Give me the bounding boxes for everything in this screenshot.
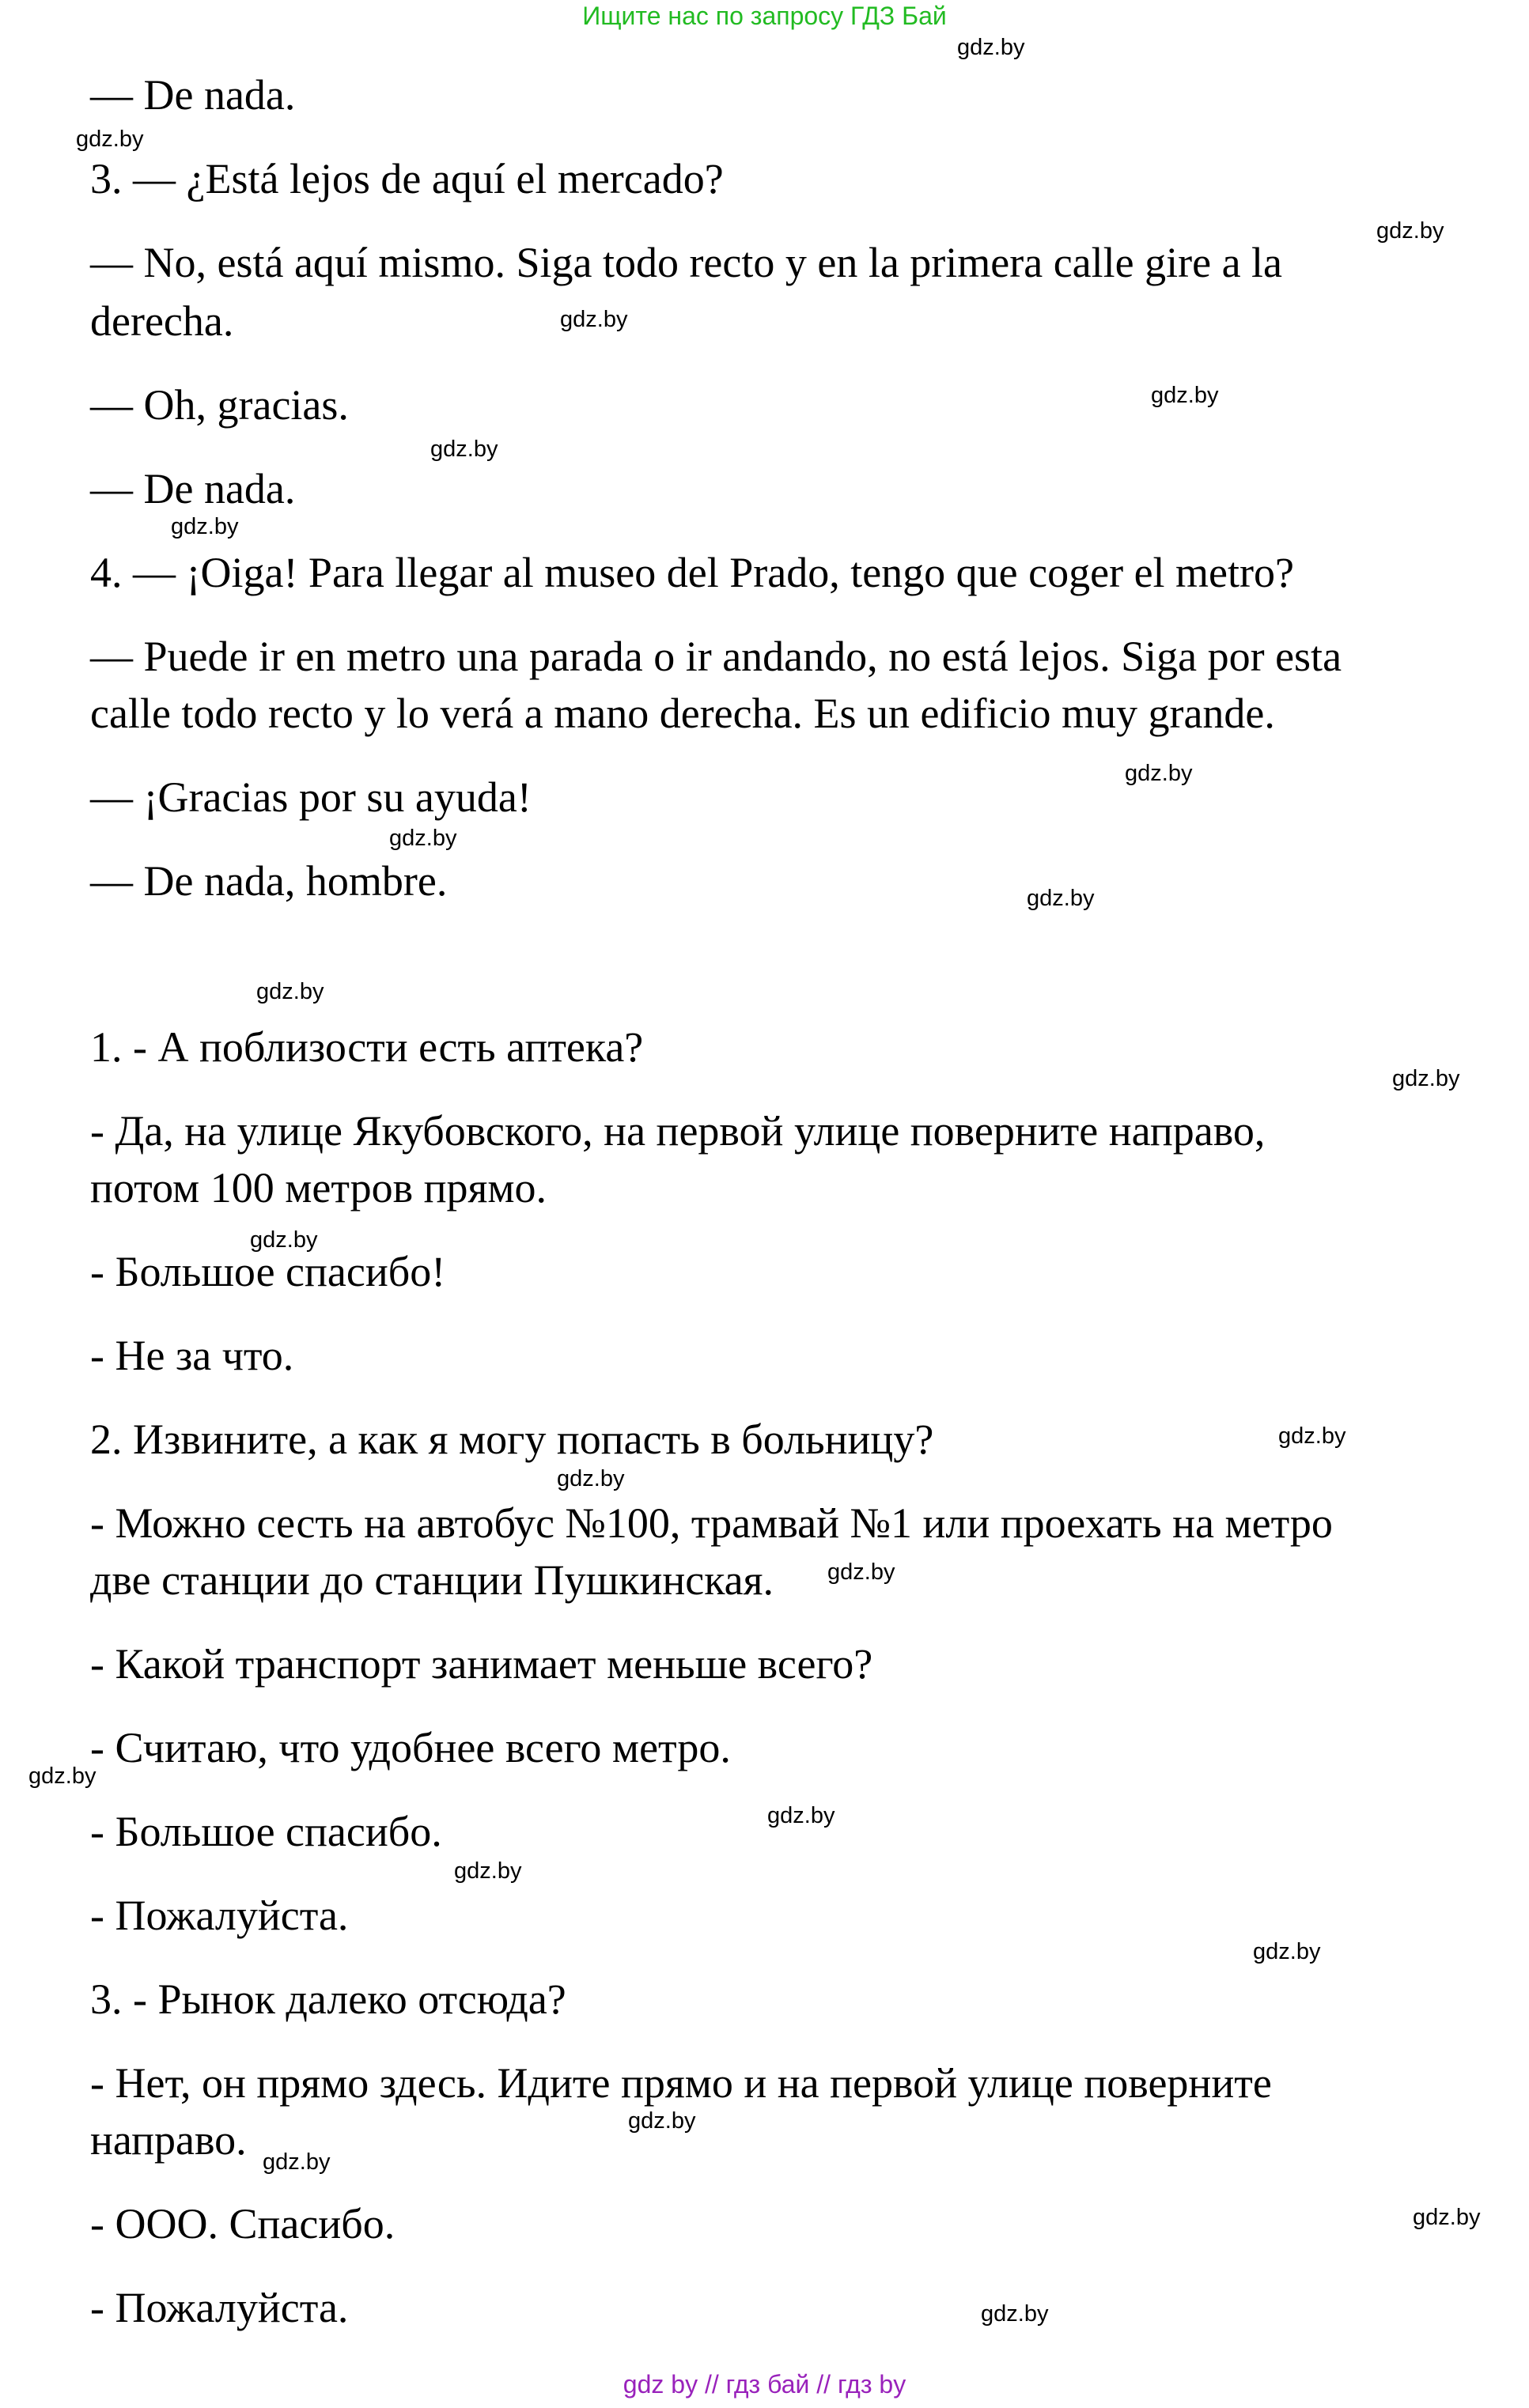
watermark: gdz.by: [256, 979, 324, 1004]
watermark: gdz.by: [1027, 886, 1095, 911]
watermark: gdz.by: [171, 514, 239, 539]
spanish-line: derecha.: [90, 297, 234, 345]
watermark: gdz.by: [250, 1227, 318, 1253]
watermark: gdz.by: [827, 1559, 895, 1585]
top-banner-link[interactable]: Ищите нас по запросу ГДЗ Бай: [582, 2, 947, 30]
russian-line: 2. Извините, а как я могу попасть в больницу?: [90, 1416, 934, 1463]
watermark: gdz.by: [628, 2108, 696, 2134]
spanish-line: — ¡Gracias por su ayuda!: [90, 773, 532, 821]
watermark: gdz.by: [1125, 761, 1193, 786]
russian-line: - Да, на улице Якубовского, на первой улице поверните направо,: [90, 1107, 1266, 1155]
watermark: gdz.by: [28, 1763, 97, 1789]
spanish-line: — No, está aquí mismo. Siga todo recto y en la primera calle gire a la: [90, 239, 1283, 286]
spanish-line: 3. — ¿Está lejos de aquí el mercado?: [90, 155, 724, 202]
watermark: gdz.by: [76, 127, 144, 152]
russian-line: две станции до станции Пушкинская.: [90, 1556, 774, 1604]
spanish-line: calle todo recto y lo verá a mano derecha. Es un edificio muy grande.: [90, 690, 1275, 737]
russian-line: потом 100 метров прямо.: [90, 1164, 547, 1212]
spanish-line: 4. — ¡Oiga! Para llegar al museo del Prado, tengo que coger el metro?: [90, 549, 1294, 596]
watermark: gdz.by: [1253, 1939, 1321, 1964]
russian-line: - Пожалуйста.: [90, 1892, 349, 1939]
watermark: gdz.by: [1376, 218, 1444, 244]
russian-line: направо.: [90, 2116, 247, 2164]
watermark: gdz.by: [1151, 383, 1219, 408]
watermark: gdz.by: [1392, 1066, 1460, 1091]
watermark: gdz.by: [557, 1466, 625, 1491]
spanish-line: — De nada.: [90, 71, 296, 119]
watermark: gdz.by: [560, 307, 628, 332]
watermark: gdz.by: [430, 437, 498, 462]
footer-links[interactable]: gdz by // гдз бай // гдз by: [623, 2370, 906, 2399]
watermark: gdz.by: [981, 2301, 1049, 2327]
russian-line: - Можно сесть на автобус №100, трамвай №1 или проехать на метро: [90, 1499, 1333, 1547]
russian-line: - Пожалуйста.: [90, 2284, 349, 2331]
spanish-line: — Puede ir en metro una parada o ir andando, no está lejos. Siga por esta: [90, 633, 1342, 680]
watermark: gdz.by: [767, 1803, 835, 1828]
russian-line: - Нет, он прямо здесь. Идите прямо и на первой улице поверните: [90, 2059, 1272, 2107]
russian-line: 3. - Рынок далеко отсюда?: [90, 1975, 566, 2023]
russian-line: - Считаю, что удобнее всего метро.: [90, 1724, 731, 1771]
russian-line: - Большое спасибо.: [90, 1808, 442, 1855]
russian-line: - Большое спасибо!: [90, 1248, 446, 1295]
russian-line: - Не за что.: [90, 1332, 294, 1379]
spanish-line: — De nada.: [90, 465, 296, 512]
watermark: gdz.by: [1413, 2205, 1481, 2230]
watermark: gdz.by: [263, 2149, 331, 2175]
watermark: gdz.by: [389, 826, 457, 851]
russian-line: - Какой транспорт занимает меньше всего?: [90, 1640, 873, 1688]
spanish-line: — De nada, hombre.: [90, 857, 448, 905]
spanish-line: — Oh, gracias.: [90, 381, 349, 429]
watermark: gdz.by: [454, 1858, 522, 1884]
watermark: gdz.by: [957, 35, 1025, 60]
watermark: gdz.by: [1278, 1423, 1346, 1449]
russian-line: 1. - А поблизости есть аптека?: [90, 1023, 644, 1071]
russian-line: - ООО. Спасибо.: [90, 2200, 395, 2247]
